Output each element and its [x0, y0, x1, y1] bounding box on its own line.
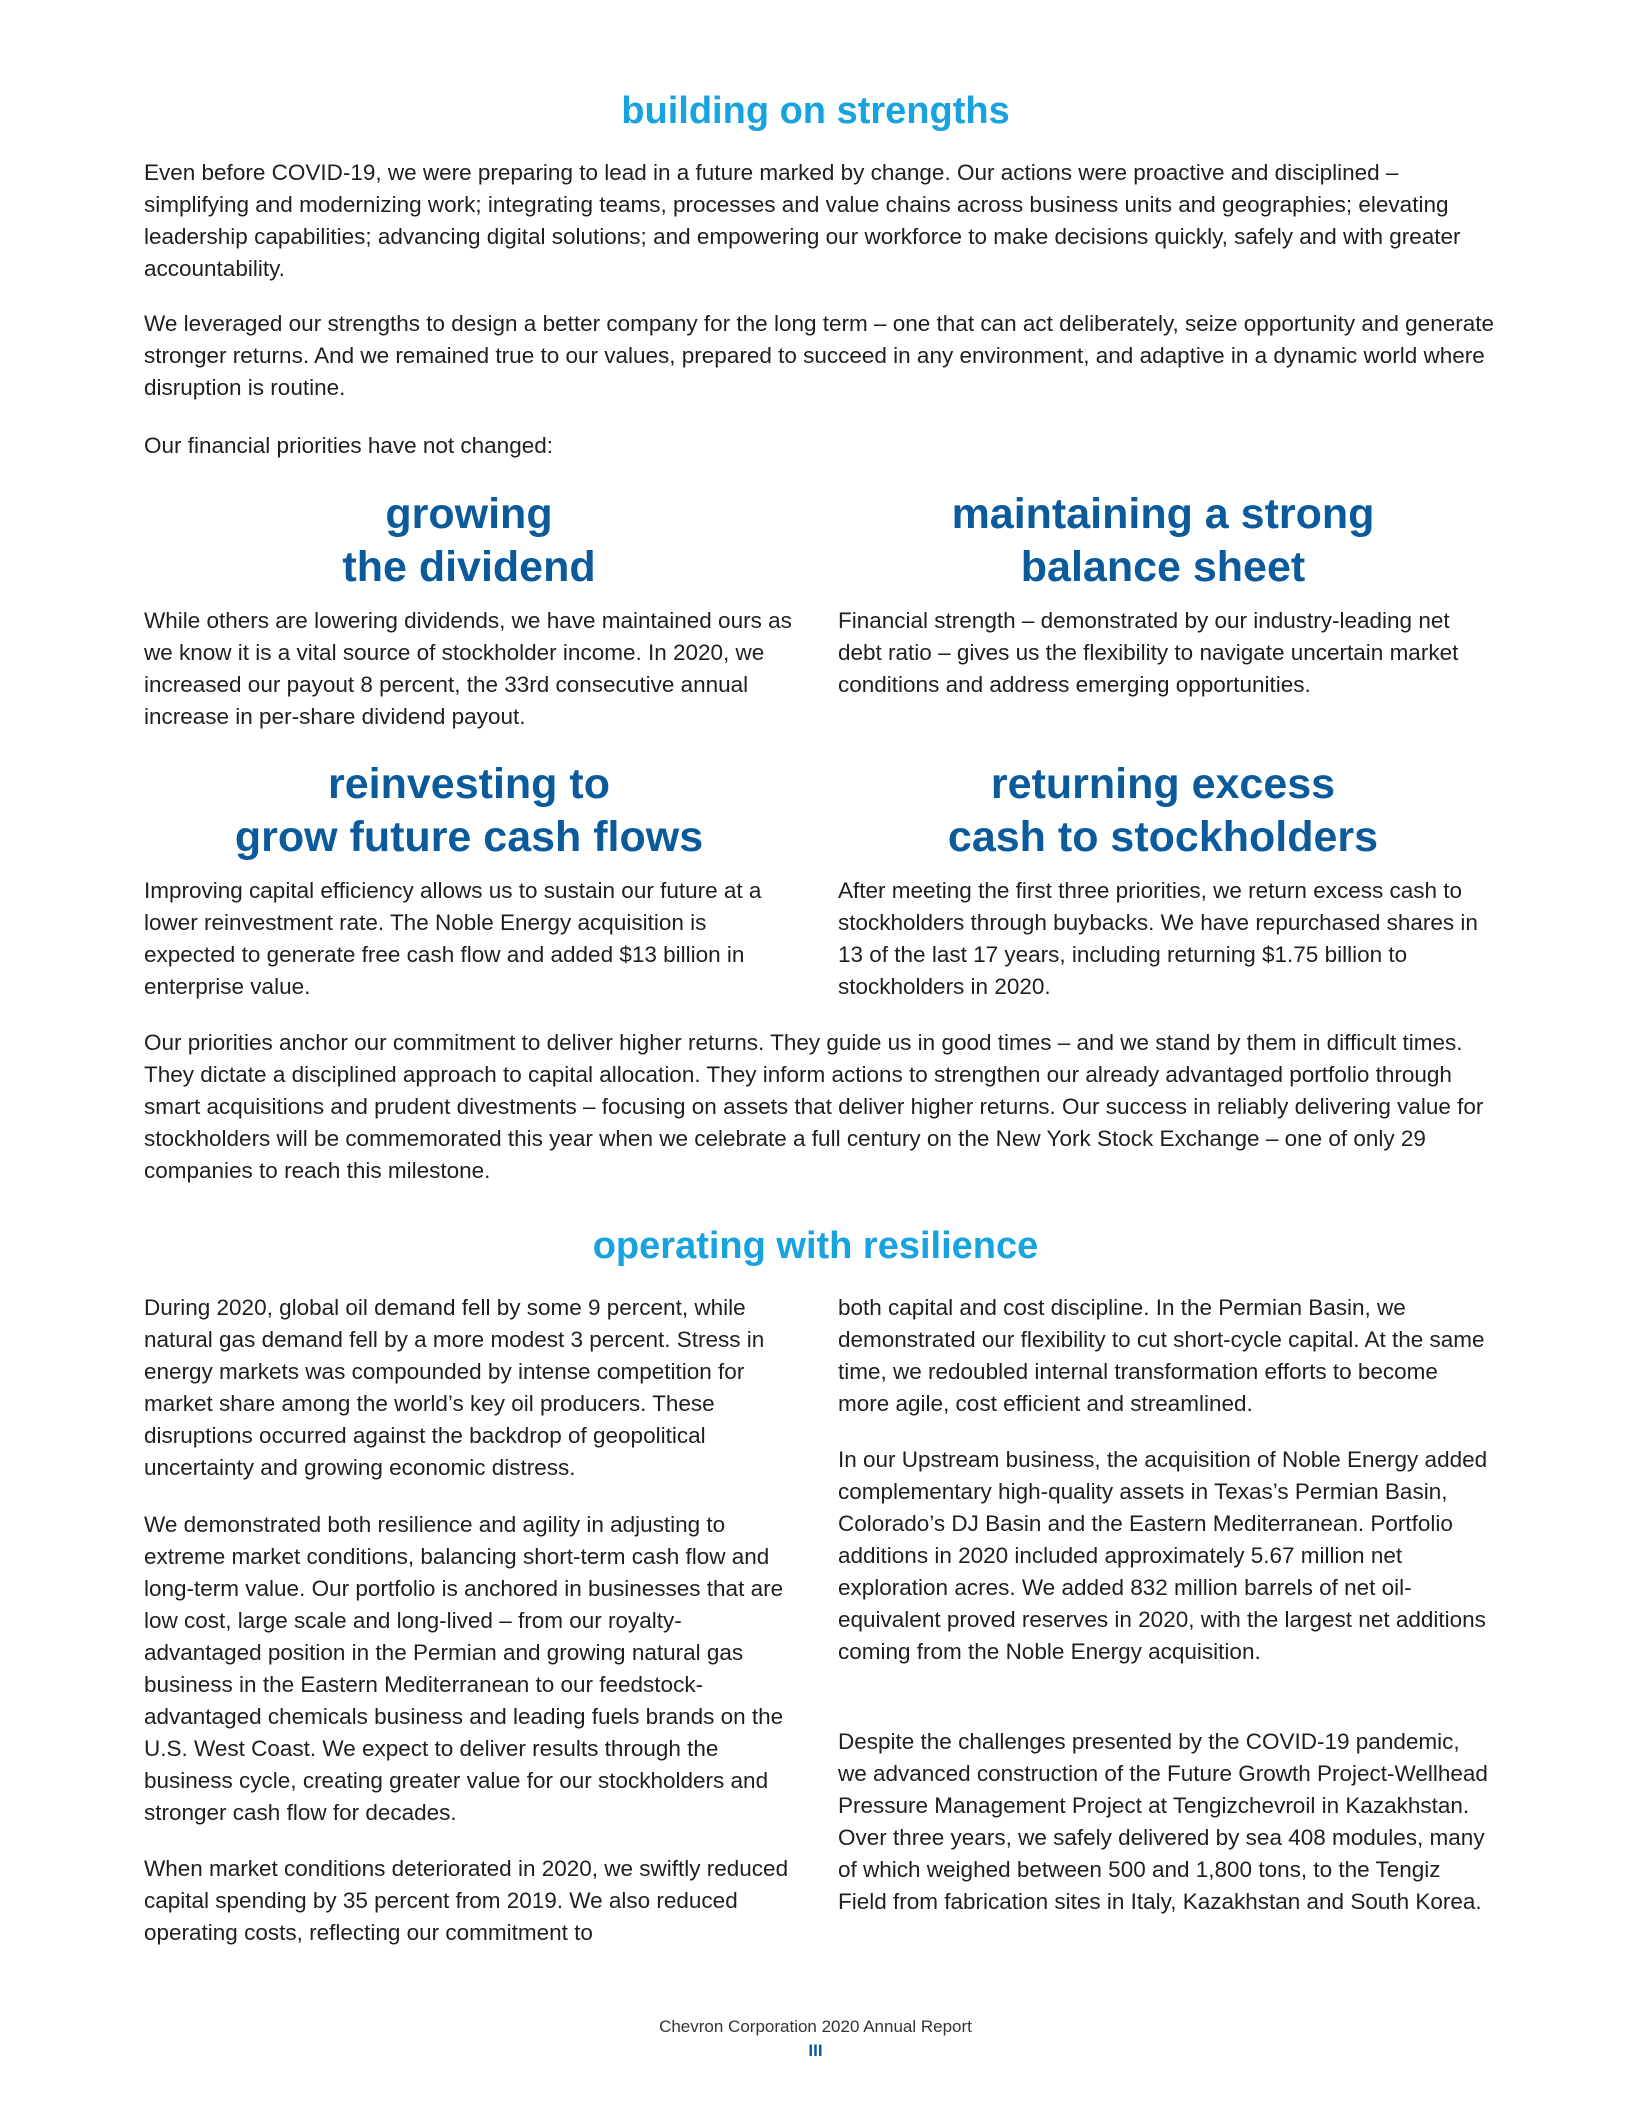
priority-body-returning-cash: After meeting the first three priorities, we return excess cash to stockholders through buybacks. We have repurchased shares in 13 of the last 17 years, including returning $1.75 billion to stockholders in 2020. [838, 878, 1478, 999]
priority-body-balance-sheet: Financial strength – demonstrated by our industry-leading net debt ratio – gives us the flexibility to navigate uncertain market conditions and address emerging opportunities. [838, 608, 1459, 697]
priority-body-reinvesting: Improving capital efficiency allows us to sustain our future at a lower reinvestment rate. The Noble Energy acquisition is expected to generate free cash flow and added $13 billion in enterprise value. [144, 878, 762, 999]
resilience-right-paragraph-2: In our Upstream business, the acquisition of Noble Energy added complementary high-quality assets in Texas’s Permian Basin, Colorado’s DJ Basin and the Eastern Mediterranean. Portfolio additions in 2020 included approximately 5.67 million net exploration acres. We added 832 million barrels of net oil-equivalent proved reserves in 2020, with the largest net additions coming from the Noble Energy acquisition. [838, 1447, 1488, 1664]
resilience-left-paragraph-3: When market conditions deteriorated in 2020, we swiftly reduced capital spending by 35 percent from 2019. We also reduced operating costs, reflecting our commitment to [144, 1856, 789, 1945]
priority-heading-line: maintaining a strong [951, 490, 1375, 538]
priority-heading-line: returning excess [990, 760, 1336, 808]
priority-heading-reinvesting [144, 758, 794, 864]
priorities-summary-paragraph: Our priorities anchor our commitment to deliver higher returns. They guide us in good times – and we stand by them in difficult times. They dictate a disciplined approach to capital allocation. They inform actions to strengthen our already advantaged portfolio through smart acquisitions and prudent divestments – focusing on assets that deliver higher returns. Our success in reliably delivering value for stockholders will be commemorated this year when we celebrate a full century on the New York Stock Exchange – one of only 29 companies to reach this milestone. [144, 1030, 1484, 1183]
section-title-building-on-strengths: building on strengths [621, 90, 1010, 132]
resilience-right-paragraph-1: both capital and cost discipline. In the Permian Basin, we demonstrated our flexibility to cut short-cycle capital. At the same time, we redoubled internal transformation efforts to become more agile, cost efficient and streamlined. [838, 1295, 1485, 1416]
resilience-left-paragraph-1: During 2020, global oil demand fell by some 9 percent, while natural gas demand fell by a more modest 3 percent. Stress in energy markets was compounded by intense competition for market share among the world’s key oil producers. These disruptions occurred against the backdrop of geopolitical uncertainty and growing economic distress. [144, 1295, 765, 1480]
priority-heading-returning-cash [838, 758, 1488, 864]
page-number: III [808, 2041, 823, 2060]
priority-heading-line: growing [385, 490, 553, 538]
priority-body-dividend: While others are lowering dividends, we have maintained ours as we know it is a vital source of stockholder income. In 2020, we increased our payout 8 percent, the 33rd consecutive annual increase in per-share dividend payout. [144, 608, 792, 729]
priority-heading-line: cash to stockholders [947, 813, 1379, 861]
resilience-right-paragraph-3: Despite the challenges presented by the COVID-19 pandemic, we advanced construction of the Future Growth Project-Wellhead Pressure Management Project at Tengizchevroil in Kazakhstan. Over three years, we safely delivered by sea 408 modules, many of which weighed between 500 and 1,800 tons, to the Tengiz Field from fabrication sites in Italy, Kazakhstan and South Korea. [838, 1729, 1488, 1914]
section-title-operating-with-resilience: operating with resilience [592, 1225, 1039, 1267]
intro-paragraph-1: Even before COVID-19, we were preparing to lead in a future marked by change. Our actions were proactive and disciplined – simplifying and modernizing work; integrating teams, processes and value chains across business units and geographies; elevating leadership capabilities; advancing digital solutions; and empowering our workforce to make decisions quickly, safely and with greater accountability. [144, 160, 1461, 281]
priority-heading-balance-sheet [838, 488, 1488, 594]
priority-heading-line: the dividend [342, 543, 596, 591]
resilience-left-paragraph-2: We demonstrated both resilience and agility in adjusting to extreme market conditions, balancing short-term cash flow and long-term value. Our portfolio is anchored in businesses that are low cost, large scale and long-lived – from our royalty-advantaged position in the Permian and growing natural gas business in the Eastern Mediterranean to our feedstock-advantaged chemicals business and leading fuels brands on the U.S. West Coast. We expect to deliver results through the business cycle, creating greater value for our stockholders and stronger cash flow for decades. [144, 1512, 784, 1825]
intro-paragraph-3: Our financial priorities have not changed: [144, 433, 553, 458]
intro-paragraph-2: We leveraged our strengths to design a better company for the long term – one that can act deliberately, seize opportunity and generate stronger returns. And we remained true to our values, prepared to succeed in any environment, and adaptive in a dynamic world where disruption is routine. [144, 311, 1494, 400]
footer-report-name: Chevron Corporation 2020 Annual Report [659, 2017, 972, 2036]
priority-heading-line: grow future cash flows [234, 813, 704, 861]
priority-heading-line: balance sheet [1020, 543, 1306, 591]
priority-heading-dividend [144, 488, 794, 594]
priority-heading-line: reinvesting to [328, 760, 610, 808]
